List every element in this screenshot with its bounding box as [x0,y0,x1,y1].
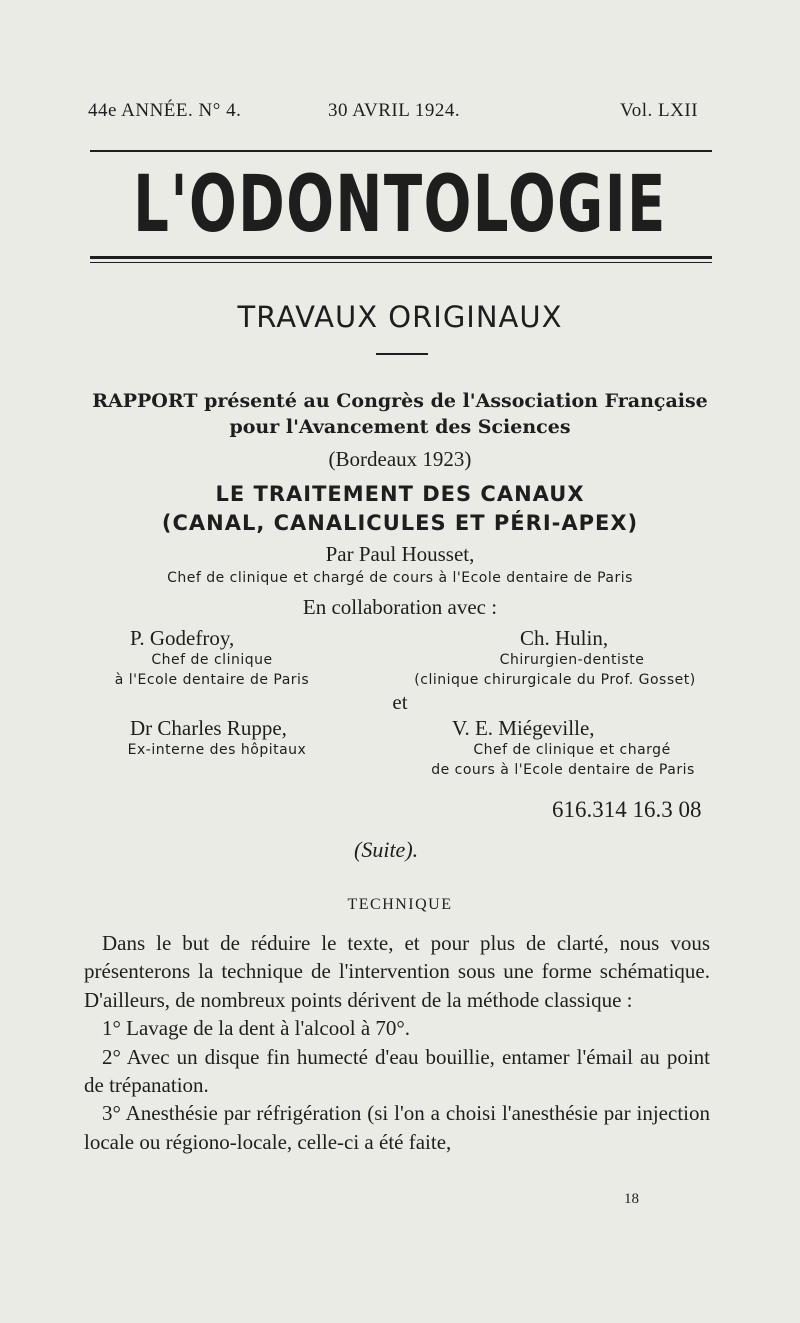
body-text [84,929,710,1156]
subsection-title: TECHNIQUE [347,896,453,913]
article-title-line-1: LE TRAITEMENT DES CANAUX [215,482,585,506]
bottom-rule-thick [90,256,712,259]
rapport-location: (Bordeaux 1923) [328,447,472,471]
collaborator-1-name: P. Godefroy, [130,626,235,650]
collaborator-2-role-2: (clinique chirurgicale du Prof. Gosset) [414,672,696,688]
collaborator-4-role-1: Chef de clinique et chargé [473,742,671,758]
collaborator-4-role-2: de cours à l'Ecole dentaire de Paris [431,762,695,778]
paragraph-1: Dans le but de réduire le texte, et pour plus de clarté, nous vous présenterons la technique de l'intervention sous une forme schématique. D'ailleurs, de nombreux points dérivent de la méthode classique : [84,931,710,1012]
paragraph-2: 1° Lavage de la dent à l'alcool à 70°. [102,1016,411,1041]
journal-title: L'ODONTOLOGIE [133,160,667,250]
suite-label: (Suite). [354,837,419,862]
section-divider [376,353,428,355]
collaborator-3-role-1: Ex-interne des hôpitaux [127,742,307,758]
collaboration-intro: En collaboration avec : [302,595,498,619]
bottom-rule-thin [90,262,712,263]
conjunction-et: et [392,690,408,714]
collaborator-3-name: Dr Charles Ruppe, [130,716,287,740]
top-rule [90,150,712,152]
rapport-line-1: RAPPORT présenté au Congrès de l'Association Française [92,390,708,412]
collaborator-2-name: Ch. Hulin, [520,626,609,650]
header-volume: Vol. LXII [620,100,699,121]
collaborator-1-role-1: Chef de clinique [151,652,273,668]
collaborator-2-role-1: Chirurgien-dentiste [499,652,645,668]
paragraph-3: 2° Avec un disque fin humecté d'eau bouillie, entamer l'émail au point de trépanation. [84,1044,710,1098]
section-title: TRAVAUX ORIGINAUX [237,300,563,334]
classification-number: 616.314 16.3 08 [552,797,702,822]
collaborator-4-name: V. E. Miégeville, [452,716,595,740]
header-issue: 44e ANNÉE. N° 4. [88,100,242,121]
header-date: 30 AVRIL 1924. [328,100,461,121]
collaborator-1-role-2: à l'Ecole dentaire de Paris [114,672,310,688]
page-number: 18 [624,1191,639,1207]
rapport-line-2: pour l'Avancement des Sciences [229,416,571,438]
article-title-line-2: (CANAL, CANALICULES ET PÉRI-APEX) [161,511,639,535]
article-author: Par Paul Housset, [325,542,475,566]
paragraph-4: 3° Anesthésie par réfrigération (si l'on a choisi l'anesthésie par injection locale ou régiono-locale, celle-ci a été faite, [84,1101,710,1154]
author-role: Chef de clinique et chargé de cours à l'Ecole dentaire de Paris [167,570,633,586]
